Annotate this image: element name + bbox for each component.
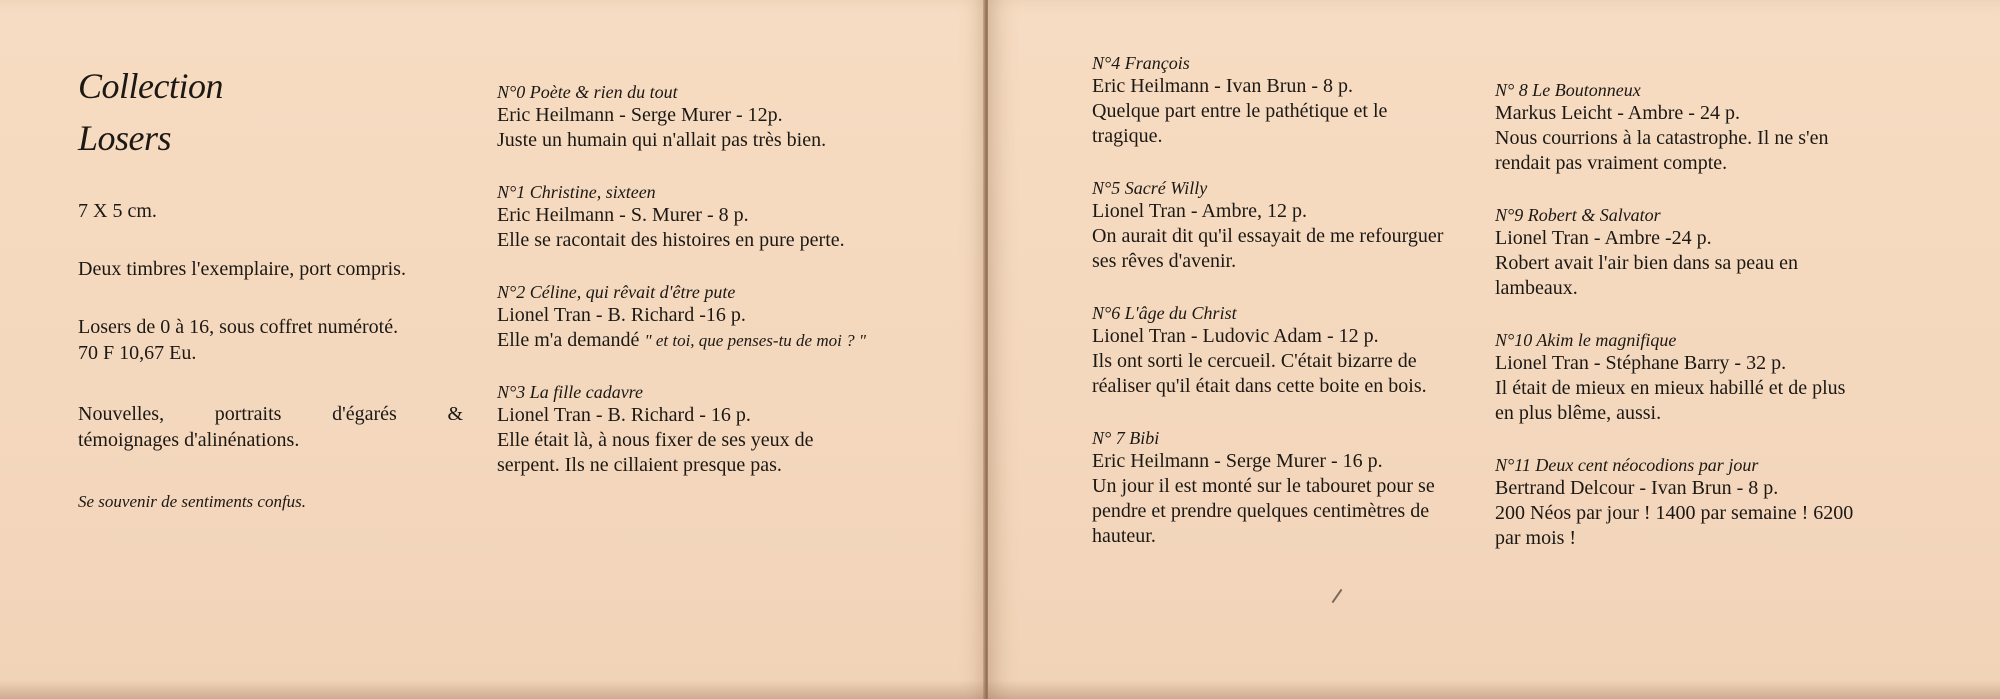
entry bbox=[1092, 52, 1462, 149]
entry-title: N° 8 Le Boutonneux bbox=[1495, 80, 1641, 100]
entry bbox=[1092, 177, 1462, 274]
entry bbox=[497, 281, 867, 353]
entry-title: N° 7 Bibi bbox=[1092, 428, 1160, 448]
page-bottom-shadow bbox=[0, 680, 2000, 699]
entry-title: N°10 Akim le magnifique bbox=[1495, 330, 1677, 350]
entries-column-right-1 bbox=[1092, 52, 1462, 577]
entry bbox=[1092, 302, 1462, 399]
entry-description: Juste un humain qui n'allait pas très bien. bbox=[497, 129, 827, 151]
entry-description: On aurait dit qu'il essayait de me refourguer ses rêves d'avenir. bbox=[1092, 225, 1444, 272]
entry-credit: Lionel Tran - Ludovic Adam - 12 p. bbox=[1092, 325, 1379, 347]
entry bbox=[1495, 454, 1865, 551]
entry bbox=[497, 181, 867, 253]
right-page bbox=[988, 0, 2000, 699]
entry-title: N°0 Poète & rien du tout bbox=[497, 82, 678, 102]
boxed-set-note: Losers de 0 à 16, sous coffret numéroté. 70 F 10,67 Eu. bbox=[78, 316, 399, 364]
entry bbox=[497, 381, 867, 478]
entry-description: Elle m'a demandé " et toi, que penses-tu de moi ? " bbox=[497, 329, 866, 351]
entry-title: N°11 Deux cent néocodions par jour bbox=[1495, 455, 1759, 475]
entry-description: Il était de mieux en mieux habillé et de plus en plus blême, aussi. bbox=[1495, 377, 1846, 424]
entry-title: N°9 Robert & Salvator bbox=[1495, 205, 1661, 225]
entry-credit: Eric Heilmann - Serge Murer - 16 p. bbox=[1092, 450, 1383, 472]
postage-note: Deux timbres l'exemplaire, port compris. bbox=[78, 258, 406, 280]
entry bbox=[1092, 427, 1462, 549]
entry bbox=[1495, 329, 1865, 426]
entry-description: Nous courrions à la catastrophe. Il ne s'en rendait pas vraiment compte. bbox=[1495, 127, 1829, 174]
entry-title: N°3 La fille cadavre bbox=[497, 382, 644, 402]
entry-title: N°1 Christine, sixteen bbox=[497, 182, 656, 202]
entry-title: N°6 L'âge du Christ bbox=[1092, 303, 1237, 323]
entry-credit: Bertrand Delcour - Ivan Brun - 8 p. bbox=[1495, 477, 1779, 499]
tagline: Se souvenir de sentiments confus. bbox=[78, 492, 307, 511]
entry-description: Elle était là, à nous fixer de ses yeux de serpent. Ils ne cillaient presque pas. bbox=[497, 429, 814, 476]
entry-quote: " et toi, que penses-tu de moi ? " bbox=[644, 331, 866, 350]
entry-description: 200 Néos par jour ! 1400 par semaine ! 6200 par mois ! bbox=[1495, 502, 1854, 549]
format-size: 7 X 5 cm. bbox=[78, 200, 157, 222]
entry-credit: Lionel Tran - B. Richard - 16 p. bbox=[497, 404, 751, 426]
entry-credit: Markus Leicht - Ambre - 24 p. bbox=[1495, 102, 1740, 124]
entry-credit: Eric Heilmann - S. Murer - 8 p. bbox=[497, 204, 749, 226]
entry-description: Elle se racontait des histoires en pure perte. bbox=[497, 229, 845, 251]
entry-credit: Eric Heilmann - Ivan Brun - 8 p. bbox=[1092, 75, 1354, 97]
entry-credit: Lionel Tran - Ambre, 12 p. bbox=[1092, 200, 1307, 222]
entry bbox=[1495, 204, 1865, 301]
entries-column-right-2 bbox=[1495, 79, 1865, 579]
entry-description: Un jour il est monté sur le tabouret pour se pendre et prendre quelques centimètres de hauteur. bbox=[1092, 475, 1435, 547]
entry bbox=[497, 81, 867, 153]
entries-column-left-page bbox=[497, 81, 867, 506]
collection-title: Collection Losers bbox=[78, 66, 223, 158]
entry-credit: Eric Heilmann - Serge Murer - 12p. bbox=[497, 104, 783, 126]
entry-title: N°4 François bbox=[1092, 53, 1190, 73]
entry-description: Quelque part entre le pathétique et le tragique. bbox=[1092, 100, 1388, 147]
left-page bbox=[0, 0, 985, 699]
entry bbox=[1495, 79, 1865, 176]
entry-title: N°5 Sacré Willy bbox=[1092, 178, 1208, 198]
entry-credit: Lionel Tran - B. Richard -16 p. bbox=[497, 304, 746, 326]
collection-description: Nouvelles, portraits d'égarés & témoignages d'alinénations. bbox=[78, 403, 463, 451]
entry-credit: Lionel Tran - Ambre -24 p. bbox=[1495, 227, 1712, 249]
entry-title: N°2 Céline, qui rêvait d'être pute bbox=[497, 282, 736, 302]
entry-credit: Lionel Tran - Stéphane Barry - 32 p. bbox=[1495, 352, 1787, 374]
entry-description: Ils ont sorti le cercueil. C'était bizarre de réaliser qu'il était dans cette boite en bois. bbox=[1092, 350, 1427, 397]
entry-description: Robert avait l'air bien dans sa peau en lambeaux. bbox=[1495, 252, 1798, 299]
